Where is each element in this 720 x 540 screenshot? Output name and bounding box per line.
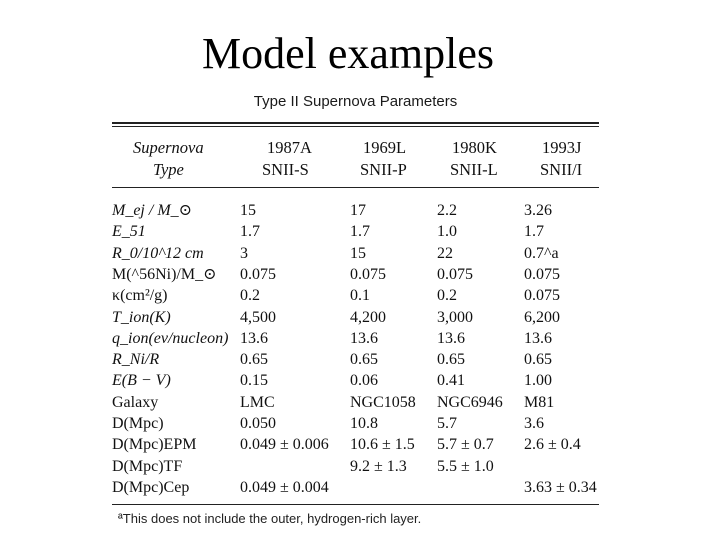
table-cell: 3	[240, 245, 248, 262]
table-cell: 0.41	[437, 372, 465, 389]
table-cell: 13.6	[437, 330, 465, 347]
table-cell: 1.7	[350, 223, 370, 240]
slide-title: Model examples	[201, 29, 495, 78]
table-cell: 0.65	[240, 351, 268, 368]
table-cell: 3,000	[437, 309, 473, 326]
table-cell: 0.075	[437, 266, 473, 283]
table-cell: 3.26	[524, 202, 552, 219]
table-cell: 13.6	[350, 330, 378, 347]
table-cell: 2.2	[437, 202, 457, 219]
table-cell: 13.6	[524, 330, 552, 347]
table-cell: 15	[350, 245, 366, 262]
table-cell: 1.7	[524, 223, 544, 240]
row-label: D(Mpc)	[112, 415, 164, 432]
table-cell: NGC6946	[437, 394, 503, 411]
table-cell: 5.7 ± 0.7	[437, 436, 494, 453]
table-cell: 0.075	[524, 266, 560, 283]
table-cell: 0.65	[524, 351, 552, 368]
table-cell: 0.2	[240, 287, 260, 304]
row-label: D(Mpc)Cep	[112, 479, 190, 496]
row-label: M_ej / M_⊙	[112, 202, 193, 219]
table-cell: 2.6 ± 0.4	[524, 436, 581, 453]
table-cell: 0.049 ± 0.004	[240, 479, 329, 496]
row-label: E_51	[112, 223, 146, 240]
table-cell: 0.2	[437, 287, 457, 304]
table-cell: 5.7	[437, 415, 457, 432]
table-cell: 1.00	[524, 372, 552, 389]
table-cell: 0.075	[524, 287, 560, 304]
header-label-supernova: Supernova	[133, 138, 204, 157]
table-cell: 6,200	[524, 309, 560, 326]
table-cell: 10.6 ± 1.5	[350, 436, 415, 453]
row-label: D(Mpc)EPM	[112, 436, 197, 453]
table-cell: 22	[437, 245, 453, 262]
table-cell: 0.65	[437, 351, 465, 368]
row-label: D(Mpc)TF	[112, 458, 183, 475]
table-cell: 0.050	[240, 415, 276, 432]
table-bottom-rule	[112, 504, 599, 505]
table-cell: 0.1	[350, 287, 370, 304]
row-label: T_ion(K)	[112, 309, 171, 326]
table-cell: 4,200	[350, 309, 386, 326]
header-sn-1969l: 1969L	[363, 138, 407, 157]
row-label: κ(cm²/g)	[112, 287, 168, 304]
table-cell: LMC	[240, 394, 275, 411]
row-label: R_Ni/R	[112, 351, 160, 368]
table-cell: 15	[240, 202, 256, 219]
row-label: Galaxy	[112, 394, 159, 411]
table-footnote: ªThis does not include the outer, hydrogen-rich layer.	[118, 511, 422, 526]
header-type-1969l: SNII-P	[360, 160, 407, 179]
row-label: E(B − V)	[112, 372, 171, 389]
row-label: M(^56Ni)/M_⊙	[112, 266, 217, 283]
header-type-1987a: SNII-S	[262, 160, 309, 179]
table-cell: NGC1058	[350, 394, 416, 411]
header-type-1993j: SNII/I	[540, 160, 583, 179]
table-cell: M81	[524, 394, 555, 411]
table-cell: 10.8	[350, 415, 378, 432]
table-cell: 0.075	[240, 266, 276, 283]
row-label: q_ion(ev/nucleon)	[112, 330, 229, 347]
header-divider-rule	[112, 187, 599, 188]
table-top-rule-2	[112, 126, 599, 127]
table-cell: 1.7	[240, 223, 260, 240]
header-type-1980k: SNII-L	[450, 160, 498, 179]
table-cell: 4,500	[240, 309, 276, 326]
table-top-rule	[112, 122, 599, 124]
table-cell: 0.049 ± 0.006	[240, 436, 329, 453]
table-cell: 0.075	[350, 266, 386, 283]
table-title: Type II Supernova Parameters	[253, 93, 458, 110]
table-cell: 0.7^a	[524, 245, 559, 262]
header-sn-1987a: 1987A	[267, 138, 312, 157]
header-sn-1993j: 1993J	[542, 138, 582, 157]
row-label: R_0/10^12 cm	[112, 245, 204, 262]
table-cell: 9.2 ± 1.3	[350, 458, 407, 475]
table-cell: 3.6	[524, 415, 544, 432]
table-cell: 5.5 ± 1.0	[437, 458, 494, 475]
table-cell: 13.6	[240, 330, 268, 347]
table-cell: 17	[350, 202, 366, 219]
table-cell: 0.65	[350, 351, 378, 368]
table-cell: 0.06	[350, 372, 378, 389]
table-cell: 1.0	[437, 223, 457, 240]
table-cell: 0.15	[240, 372, 268, 389]
header-label-type: Type	[153, 160, 184, 179]
header-sn-1980k: 1980K	[452, 138, 497, 157]
table-cell: 3.63 ± 0.34	[524, 479, 597, 496]
